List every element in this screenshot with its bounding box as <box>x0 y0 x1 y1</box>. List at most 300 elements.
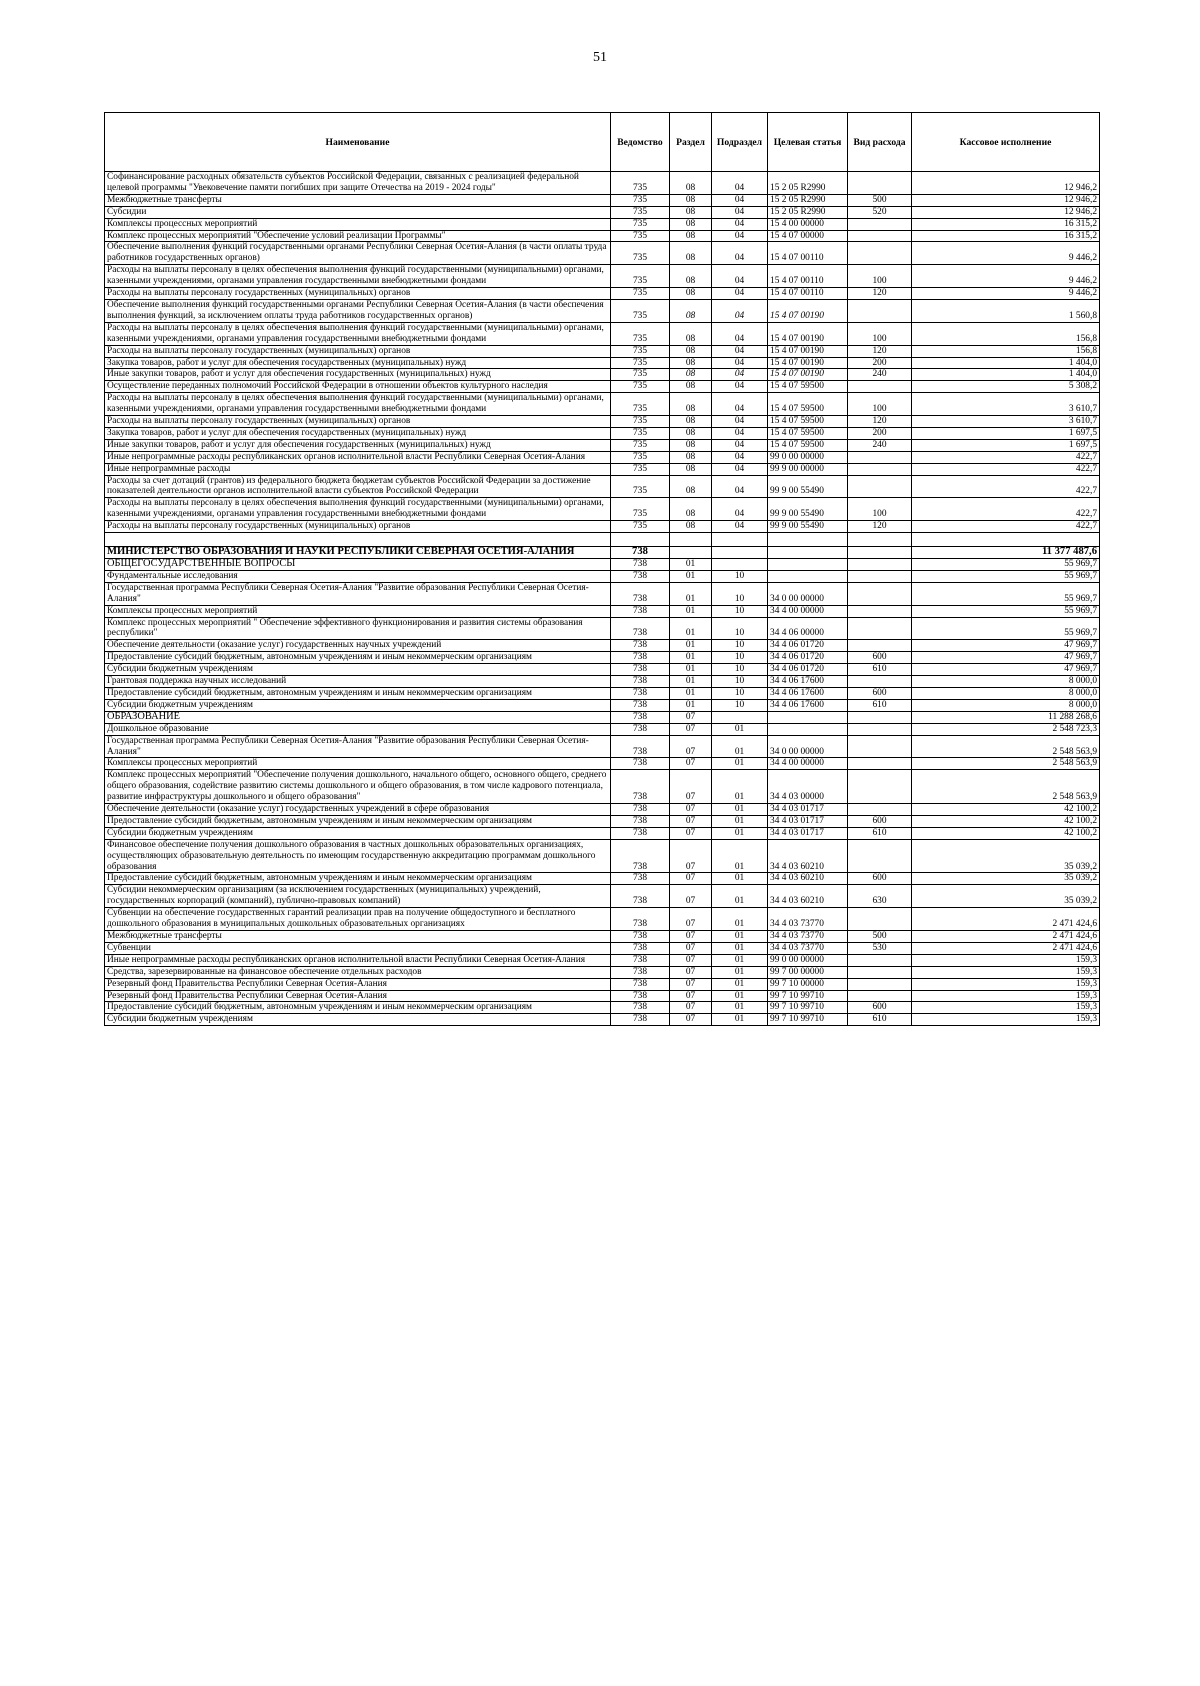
row-expense: 100 <box>848 498 912 521</box>
table-row <box>105 206 1100 218</box>
row-amount: 159,3 <box>912 966 1100 978</box>
row-amount: 2 471 424,6 <box>912 931 1100 943</box>
table-row <box>105 172 1100 195</box>
row-section: 08 <box>670 381 712 393</box>
row-subsection: 01 <box>712 978 768 990</box>
table-row <box>105 381 1100 393</box>
row-target: 34 4 06 01720 <box>768 652 848 664</box>
row-section: 08 <box>670 357 712 369</box>
row-dept: 738 <box>611 652 670 664</box>
row-target: 34 4 00 00000 <box>768 605 848 617</box>
row-target: 15 2 05 R2990 <box>768 194 848 206</box>
row-name: Средства, зарезервированные на финансовое обеспечение отдельных расходов <box>105 966 611 978</box>
row-name: Иные закупки товаров, работ и услуг для обеспечения государственных (муниципальных) нужд <box>105 439 611 451</box>
row-dept: 738 <box>611 873 670 885</box>
table-row <box>105 942 1100 954</box>
row-dept: 738 <box>611 942 670 954</box>
row-amount: 16 315,2 <box>912 218 1100 230</box>
row-name: Расходы на выплаты персоналу в целях обеспечения выполнения функций государственными (муниципальными) органами, казенными учреждениями, органами управления государственными внебюджетными фондами <box>105 265 611 288</box>
row-expense <box>848 804 912 816</box>
row-target: 34 0 00 00000 <box>768 582 848 605</box>
row-expense: 600 <box>848 652 912 664</box>
row-name: Субсидии бюджетным учреждениям <box>105 699 611 711</box>
row-dept: 735 <box>611 521 670 533</box>
table-row <box>105 559 1100 571</box>
row-expense: 120 <box>848 288 912 300</box>
row-expense: 600 <box>848 687 912 699</box>
row-name: Расходы на выплаты персоналу в целях обеспечения выполнения функций государственными (муниципальными) органами, казенными учреждениями, органами управления государственными внебюджетными фондами <box>105 322 611 345</box>
row-expense: 240 <box>848 439 912 451</box>
row-name: Предоставление субсидий бюджетным, автономным учреждениям и иным некоммерческим организациям <box>105 1002 611 1014</box>
row-section: 08 <box>670 521 712 533</box>
row-section: 08 <box>670 288 712 300</box>
row-subsection: 04 <box>712 369 768 381</box>
row-amount: 55 969,7 <box>912 582 1100 605</box>
table-row <box>105 735 1100 758</box>
row-section: 01 <box>670 570 712 582</box>
row-target: 15 4 07 59500 <box>768 416 848 428</box>
row-name: Обеспечение выполнения функций государственными органами Республики Северная Осетия-Алания (в части оплаты труда работников государственных органов) <box>105 242 611 265</box>
row-expense: 200 <box>848 427 912 439</box>
table-row <box>105 416 1100 428</box>
row-subsection: 10 <box>712 570 768 582</box>
row-name <box>105 533 611 547</box>
row-section: 07 <box>670 931 712 943</box>
table-row <box>105 908 1100 931</box>
row-name: Субсидии бюджетным учреждениям <box>105 1014 611 1026</box>
row-section: 01 <box>670 640 712 652</box>
table-row <box>105 194 1100 206</box>
row-subsection: 10 <box>712 699 768 711</box>
row-dept: 735 <box>611 475 670 498</box>
row-dept: 735 <box>611 172 670 195</box>
row-subsection: 04 <box>712 206 768 218</box>
row-dept: 738 <box>611 885 670 908</box>
row-subsection: 10 <box>712 640 768 652</box>
row-target: 15 2 05 R2990 <box>768 206 848 218</box>
table-row <box>105 265 1100 288</box>
row-section: 08 <box>670 345 712 357</box>
row-amount: 47 969,7 <box>912 664 1100 676</box>
row-name: Предоставление субсидий бюджетным, автономным учреждениям и иным некоммерческим организациям <box>105 815 611 827</box>
table-row <box>105 498 1100 521</box>
row-subsection: 01 <box>712 758 768 770</box>
row-target: 15 4 07 59500 <box>768 393 848 416</box>
row-expense <box>848 966 912 978</box>
row-amount: 55 969,7 <box>912 605 1100 617</box>
row-target: 34 4 03 73770 <box>768 908 848 931</box>
row-expense: 520 <box>848 206 912 218</box>
row-target <box>768 711 848 723</box>
row-section: 07 <box>670 711 712 723</box>
row-name: Расходы на выплаты персоналу государственных (муниципальных) органов <box>105 345 611 357</box>
row-target: 99 9 00 55490 <box>768 475 848 498</box>
row-expense: 100 <box>848 322 912 345</box>
row-expense: 120 <box>848 521 912 533</box>
row-name: Субвенции на обеспечение государственных гарантий реализации прав на получение общедоступного и бесплатного дошкольного образования в муниципальных дошкольных образовательных организациях <box>105 908 611 931</box>
row-expense: 600 <box>848 873 912 885</box>
table-row <box>105 617 1100 640</box>
row-target: 15 4 07 00110 <box>768 288 848 300</box>
row-dept: 735 <box>611 357 670 369</box>
row-amount: 422,7 <box>912 463 1100 475</box>
row-subsection: 01 <box>712 954 768 966</box>
row-subsection: 10 <box>712 582 768 605</box>
row-name: Финансовое обеспечение получения дошкольного образования в частных дошкольных образовательных организациях, осуществляющих образовательную деятельность по имеющим государственную аккредитацию программам дошкольного образования <box>105 839 611 873</box>
row-expense: 500 <box>848 931 912 943</box>
row-subsection: 01 <box>712 723 768 735</box>
row-section: 07 <box>670 735 712 758</box>
table-row <box>105 322 1100 345</box>
table-row <box>105 451 1100 463</box>
row-dept: 735 <box>611 463 670 475</box>
row-amount: 1 697,5 <box>912 439 1100 451</box>
table-row <box>105 427 1100 439</box>
row-section: 08 <box>670 369 712 381</box>
row-target: 15 4 00 00000 <box>768 218 848 230</box>
row-amount: 3 610,7 <box>912 416 1100 428</box>
row-name: Комплекс процессных мероприятий "Обеспечение условий реализации Программы" <box>105 230 611 242</box>
row-dept: 735 <box>611 427 670 439</box>
row-subsection: 01 <box>712 827 768 839</box>
row-target: 15 2 05 R2990 <box>768 172 848 195</box>
row-subsection: 01 <box>712 839 768 873</box>
row-name: МИНИСТЕРСТВО ОБРАЗОВАНИЯ И НАУКИ РЕСПУБЛИКИ СЕВЕРНАЯ ОСЕТИЯ-АЛАНИЯ <box>105 547 611 559</box>
row-name: Межбюджетные трансферты <box>105 931 611 943</box>
row-target: 34 4 03 01717 <box>768 827 848 839</box>
table-row <box>105 676 1100 688</box>
row-subsection: 04 <box>712 242 768 265</box>
row-dept: 738 <box>611 723 670 735</box>
row-name: Комплексы процессных мероприятий <box>105 605 611 617</box>
row-dept: 738 <box>611 954 670 966</box>
row-target: 15 4 07 00190 <box>768 322 848 345</box>
table-row <box>105 605 1100 617</box>
table-row <box>105 770 1100 804</box>
row-expense <box>848 172 912 195</box>
row-expense <box>848 230 912 242</box>
row-dept: 735 <box>611 218 670 230</box>
row-expense: 600 <box>848 815 912 827</box>
row-name: Расходы на выплаты персоналу в целях обеспечения выполнения функций государственными (муниципальными) органами, казенными учреждениями, органами управления государственными внебюджетными фондами <box>105 498 611 521</box>
row-amount: 159,3 <box>912 1002 1100 1014</box>
row-target: 34 4 03 60210 <box>768 885 848 908</box>
row-dept: 738 <box>611 676 670 688</box>
row-subsection: 01 <box>712 815 768 827</box>
row-section: 08 <box>670 439 712 451</box>
row-section: 01 <box>670 559 712 571</box>
row-section: 07 <box>670 873 712 885</box>
table-row <box>105 699 1100 711</box>
table-row <box>105 299 1100 322</box>
row-dept: 738 <box>611 559 670 571</box>
row-amount: 1 404,0 <box>912 357 1100 369</box>
row-dept: 738 <box>611 711 670 723</box>
row-subsection: 01 <box>712 1002 768 1014</box>
table-row <box>105 990 1100 1002</box>
row-amount: 35 039,2 <box>912 873 1100 885</box>
row-target: 34 4 06 00000 <box>768 617 848 640</box>
row-name: Расходы на выплаты персоналу государственных (муниципальных) органов <box>105 521 611 533</box>
row-amount: 11 377 487,6 <box>912 547 1100 559</box>
table-row <box>105 369 1100 381</box>
row-section: 08 <box>670 265 712 288</box>
row-expense <box>848 770 912 804</box>
row-name: Субсидии бюджетным учреждениям <box>105 664 611 676</box>
row-dept: 735 <box>611 381 670 393</box>
row-dept: 738 <box>611 605 670 617</box>
row-section: 07 <box>670 990 712 1002</box>
row-amount: 422,7 <box>912 498 1100 521</box>
row-target: 99 7 10 99710 <box>768 1014 848 1026</box>
row-section: 08 <box>670 393 712 416</box>
row-name: Иные закупки товаров, работ и услуг для обеспечения государственных (муниципальных) нужд <box>105 369 611 381</box>
row-section: 01 <box>670 664 712 676</box>
row-amount: 159,3 <box>912 954 1100 966</box>
row-dept: 735 <box>611 230 670 242</box>
row-dept: 738 <box>611 758 670 770</box>
row-subsection: 10 <box>712 617 768 640</box>
table-row <box>105 1014 1100 1026</box>
row-dept: 735 <box>611 345 670 357</box>
row-target: 34 4 03 73770 <box>768 942 848 954</box>
row-expense <box>848 735 912 758</box>
table-row <box>105 815 1100 827</box>
row-amount: 1 404,0 <box>912 369 1100 381</box>
row-subsection: 04 <box>712 194 768 206</box>
row-expense: 200 <box>848 357 912 369</box>
row-target: 99 9 00 55490 <box>768 498 848 521</box>
row-expense <box>848 218 912 230</box>
table-row <box>105 664 1100 676</box>
row-name: ОБЩЕГОСУДАРСТВЕННЫЕ ВОПРОСЫ <box>105 559 611 571</box>
row-target: 34 4 03 01717 <box>768 815 848 827</box>
row-dept: 735 <box>611 416 670 428</box>
header-amount: Кассовое исполнение <box>912 113 1100 172</box>
table-row <box>105 885 1100 908</box>
row-section <box>670 547 712 559</box>
row-expense: 120 <box>848 345 912 357</box>
row-amount: 2 548 563,9 <box>912 770 1100 804</box>
row-target <box>768 547 848 559</box>
row-dept: 738 <box>611 827 670 839</box>
row-target: 34 4 06 17600 <box>768 687 848 699</box>
row-expense <box>848 908 912 931</box>
row-amount: 422,7 <box>912 521 1100 533</box>
row-section: 07 <box>670 758 712 770</box>
row-name: ОБРАЗОВАНИЕ <box>105 711 611 723</box>
row-amount: 9 446,2 <box>912 242 1100 265</box>
row-subsection: 04 <box>712 381 768 393</box>
row-expense: 500 <box>848 194 912 206</box>
row-dept: 738 <box>611 570 670 582</box>
row-amount: 8 000,0 <box>912 687 1100 699</box>
row-amount: 9 446,2 <box>912 265 1100 288</box>
row-expense <box>848 559 912 571</box>
row-target: 34 4 06 01720 <box>768 664 848 676</box>
row-name: Иные непрограммные расходы республиканских органов исполнительной власти Республики Северная Осетия-Алания <box>105 954 611 966</box>
row-subsection: 04 <box>712 218 768 230</box>
row-amount: 1 560,8 <box>912 299 1100 322</box>
row-subsection: 01 <box>712 1014 768 1026</box>
header-name: Наименование <box>105 113 611 172</box>
row-target <box>768 533 848 547</box>
row-section: 08 <box>670 475 712 498</box>
row-section: 01 <box>670 676 712 688</box>
row-amount: 5 308,2 <box>912 381 1100 393</box>
row-subsection: 04 <box>712 265 768 288</box>
row-section: 07 <box>670 978 712 990</box>
row-target: 99 9 00 00000 <box>768 463 848 475</box>
row-target: 34 4 06 17600 <box>768 699 848 711</box>
header-expense: Вид расхода <box>848 113 912 172</box>
table-header <box>105 113 1100 172</box>
row-subsection: 01 <box>712 942 768 954</box>
table-row <box>105 570 1100 582</box>
table-row <box>105 978 1100 990</box>
row-subsection: 10 <box>712 676 768 688</box>
row-name: Грантовая поддержка научных исследований <box>105 676 611 688</box>
row-name: Субвенции <box>105 942 611 954</box>
row-section: 08 <box>670 242 712 265</box>
row-subsection: 01 <box>712 735 768 758</box>
row-subsection: 04 <box>712 475 768 498</box>
row-section: 08 <box>670 299 712 322</box>
row-expense <box>848 990 912 1002</box>
row-section: 01 <box>670 687 712 699</box>
budget-execution-table <box>104 112 1100 1026</box>
header-dept: Ведомство <box>611 113 670 172</box>
row-section: 08 <box>670 218 712 230</box>
row-amount: 42 100,2 <box>912 815 1100 827</box>
row-dept: 735 <box>611 242 670 265</box>
row-section: 08 <box>670 463 712 475</box>
row-expense: 600 <box>848 1002 912 1014</box>
row-amount: 1 697,5 <box>912 427 1100 439</box>
row-subsection: 01 <box>712 770 768 804</box>
row-target: 34 4 03 60210 <box>768 839 848 873</box>
row-expense: 530 <box>848 942 912 954</box>
row-name: Расходы на выплаты персоналу государственных (муниципальных) органов <box>105 288 611 300</box>
row-target <box>768 570 848 582</box>
row-name: Обеспечение деятельности (оказание услуг) государственных учреждений в сфере образования <box>105 804 611 816</box>
table-row <box>105 288 1100 300</box>
row-expense: 610 <box>848 699 912 711</box>
row-name: Дошкольное образование <box>105 723 611 735</box>
row-expense <box>848 533 912 547</box>
row-subsection: 04 <box>712 299 768 322</box>
row-amount: 9 446,2 <box>912 288 1100 300</box>
row-amount: 159,3 <box>912 978 1100 990</box>
row-amount: 12 946,2 <box>912 172 1100 195</box>
row-amount: 159,3 <box>912 1014 1100 1026</box>
row-amount: 55 969,7 <box>912 559 1100 571</box>
row-expense <box>848 954 912 966</box>
row-subsection: 10 <box>712 652 768 664</box>
row-expense <box>848 711 912 723</box>
row-name: Резервный фонд Правительства Республики Северная Осетия-Алания <box>105 978 611 990</box>
row-name: Обеспечение деятельности (оказание услуг) государственных научных учреждений <box>105 640 611 652</box>
row-subsection: 04 <box>712 357 768 369</box>
row-dept: 738 <box>611 687 670 699</box>
row-target: 15 4 07 00190 <box>768 357 848 369</box>
row-amount: 156,8 <box>912 322 1100 345</box>
row-name: Комплексы процессных мероприятий <box>105 218 611 230</box>
row-subsection: 01 <box>712 931 768 943</box>
row-expense <box>848 570 912 582</box>
table-row <box>105 931 1100 943</box>
row-target: 99 7 10 00000 <box>768 978 848 990</box>
row-name: Комплекс процессных мероприятий "Обеспечение получения дошкольного, начального общего, основного общего, среднего общего образования, содействие развитию системы дошкольного и общего образования, в том числе кадрового потенциала, развитие инфраструктуры дошкольного и общего образования" <box>105 770 611 804</box>
row-section: 08 <box>670 416 712 428</box>
row-dept: 738 <box>611 804 670 816</box>
row-section: 07 <box>670 770 712 804</box>
row-dept: 738 <box>611 815 670 827</box>
row-section: 07 <box>670 839 712 873</box>
row-subsection: 10 <box>712 605 768 617</box>
row-dept: 735 <box>611 498 670 521</box>
table-row <box>105 652 1100 664</box>
row-dept: 738 <box>611 908 670 931</box>
row-subsection: 01 <box>712 966 768 978</box>
row-name: Межбюджетные трансферты <box>105 194 611 206</box>
row-dept: 738 <box>611 966 670 978</box>
row-subsection: 04 <box>712 230 768 242</box>
row-name: Закупка товаров, работ и услуг для обеспечения государственных (муниципальных) нужд <box>105 357 611 369</box>
row-subsection: 04 <box>712 393 768 416</box>
row-expense: 610 <box>848 827 912 839</box>
row-dept: 738 <box>611 931 670 943</box>
row-subsection: 04 <box>712 498 768 521</box>
row-expense <box>848 463 912 475</box>
row-target: 15 4 07 00110 <box>768 242 848 265</box>
row-section: 07 <box>670 954 712 966</box>
row-target: 99 0 00 00000 <box>768 954 848 966</box>
row-subsection: 01 <box>712 873 768 885</box>
row-dept: 735 <box>611 322 670 345</box>
row-subsection: 04 <box>712 322 768 345</box>
row-name: Иные непрограммные расходы республиканских органов исполнительной власти Республики Северная Осетия-Алания <box>105 451 611 463</box>
row-subsection: 04 <box>712 427 768 439</box>
row-subsection: 10 <box>712 687 768 699</box>
row-expense <box>848 475 912 498</box>
row-amount: 2 548 723,3 <box>912 723 1100 735</box>
row-expense <box>848 978 912 990</box>
row-expense: 120 <box>848 416 912 428</box>
row-target: 34 0 00 00000 <box>768 735 848 758</box>
row-name: Комплекс процессных мероприятий " Обеспечение эффективного функционирования и развития системы образования республики" <box>105 617 611 640</box>
row-name: Субсидии некоммерческим организациям (за исключением государственных (муниципальных) учреждений, государственных корпораций (компаний), публично-правовых компаний) <box>105 885 611 908</box>
row-dept: 735 <box>611 206 670 218</box>
row-dept: 738 <box>611 735 670 758</box>
row-amount: 55 969,7 <box>912 617 1100 640</box>
row-amount: 3 610,7 <box>912 393 1100 416</box>
row-section: 07 <box>670 908 712 931</box>
row-target: 99 7 10 99710 <box>768 1002 848 1014</box>
row-expense <box>848 617 912 640</box>
row-dept: 735 <box>611 369 670 381</box>
row-expense <box>848 299 912 322</box>
row-dept: 738 <box>611 990 670 1002</box>
row-name: Расходы на выплаты персоналу государственных (муниципальных) органов <box>105 416 611 428</box>
row-name: Предоставление субсидий бюджетным, автономным учреждениям и иным некоммерческим организациям <box>105 687 611 699</box>
row-amount: 12 946,2 <box>912 206 1100 218</box>
table-row <box>105 463 1100 475</box>
row-section: 01 <box>670 652 712 664</box>
row-section: 08 <box>670 230 712 242</box>
row-section: 01 <box>670 617 712 640</box>
row-amount: 12 946,2 <box>912 194 1100 206</box>
